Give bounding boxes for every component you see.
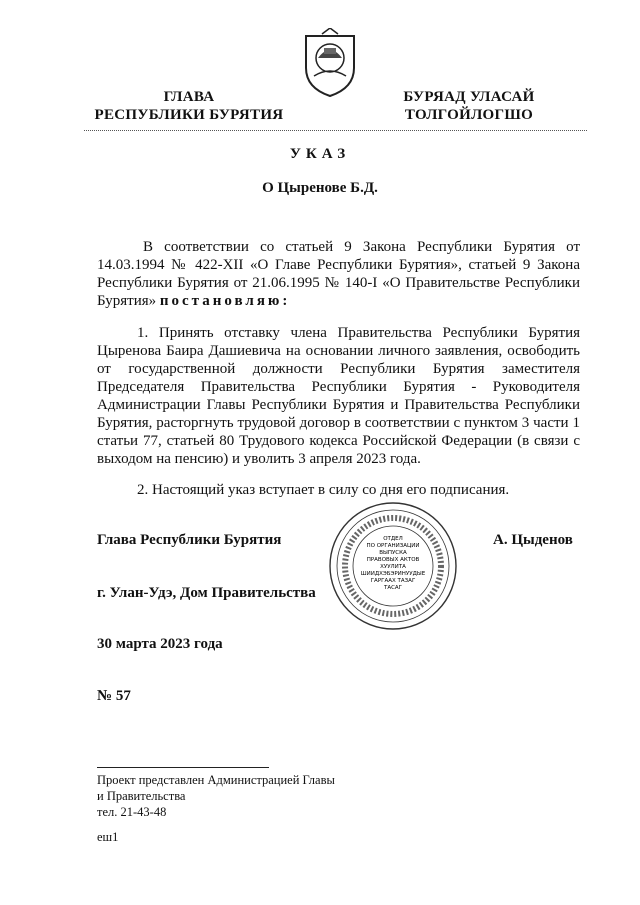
header-left — [84, 88, 294, 124]
stamp-line-4: ПРАВОВЫХ АКТОВ — [366, 557, 420, 563]
stamp-line-7: ГАРГААХ ТАЗАГ — [370, 578, 416, 584]
stamp-line-8: ТАСАГ — [383, 585, 403, 591]
signature-position: Глава Республики Бурятия — [97, 532, 282, 548]
footer-line2: и Правительства — [97, 789, 186, 803]
stamp-line-6: ШИИДХЭБЭРИНУУДЫЕ — [360, 571, 426, 577]
document-subject: О Цыренове Б.Д. — [262, 180, 378, 196]
preamble-text: В соответствии со статьей 9 Закона Республики Бурятия от 14.03.1994 № 422-XII «О Главе Республики Бурятия», статьей 9 Закона Республики Бурятия от 21.06.1995 № 140-I «О Правительстве Республики Бурятия» — [97, 239, 580, 309]
stamp-line-1: ОТДЕЛ — [383, 536, 403, 542]
footer-phone: тел. 21-43-48 — [97, 805, 167, 819]
official-stamp — [327, 500, 459, 632]
stamp-line-2: ПО ОРГАНИЗАЦИИ — [366, 543, 420, 549]
decree-word: постановляю: — [159, 293, 291, 309]
item-1-paragraph: 1. Принять отставку члена Правительства Республики Бурятия Цыренова Баира Дашиевича на основании личного заявления, освободить от государственной должности Республики Бурятия заместителя Председателя Правительства Республики Бурятия - Руководителя Администрации Главы Республики Бурятия и Правительства Республики Бурятия, расторгнуть трудовой договор в соответствии с пунктом 3 части 1 статьи 77, статьей 80 Трудового кодекса Российской Федерации (в связи с выходом на пенсию) и уволить 3 апреля 2023 года. — [97, 325, 580, 467]
header-right-line2: ТОЛГОЙЛОГШО — [404, 107, 534, 123]
document-number: № 57 — [97, 688, 131, 704]
header-left-line1: ГЛАВА — [163, 89, 215, 105]
footer-line1: Проект представлен Администрацией Главы — [97, 773, 335, 787]
header-right — [386, 88, 552, 124]
header-left-line2: РЕСПУБЛИКИ БУРЯТИЯ — [94, 107, 284, 123]
coat-of-arms-icon — [302, 28, 358, 98]
initials: еш1 — [97, 830, 119, 844]
footer-rule — [97, 767, 269, 768]
place: г. Улан-Удэ, Дом Правительства — [97, 585, 316, 601]
header-divider — [84, 130, 587, 131]
signature-name: А. Цыденов — [493, 532, 573, 548]
document-title: УКАЗ — [289, 146, 351, 162]
date: 30 марта 2023 года — [97, 636, 223, 652]
stamp-line-3: ВЫПУСКА — [379, 550, 407, 556]
stamp-line-5: ХУУЛИТА — [380, 564, 406, 570]
header-right-line1: БУРЯАД УЛАСАЙ — [403, 89, 535, 105]
item-2-paragraph: 2. Настоящий указ вступает в силу со дня его подписания. — [137, 482, 510, 498]
footer-note — [97, 772, 335, 820]
preamble-paragraph — [97, 238, 580, 310]
